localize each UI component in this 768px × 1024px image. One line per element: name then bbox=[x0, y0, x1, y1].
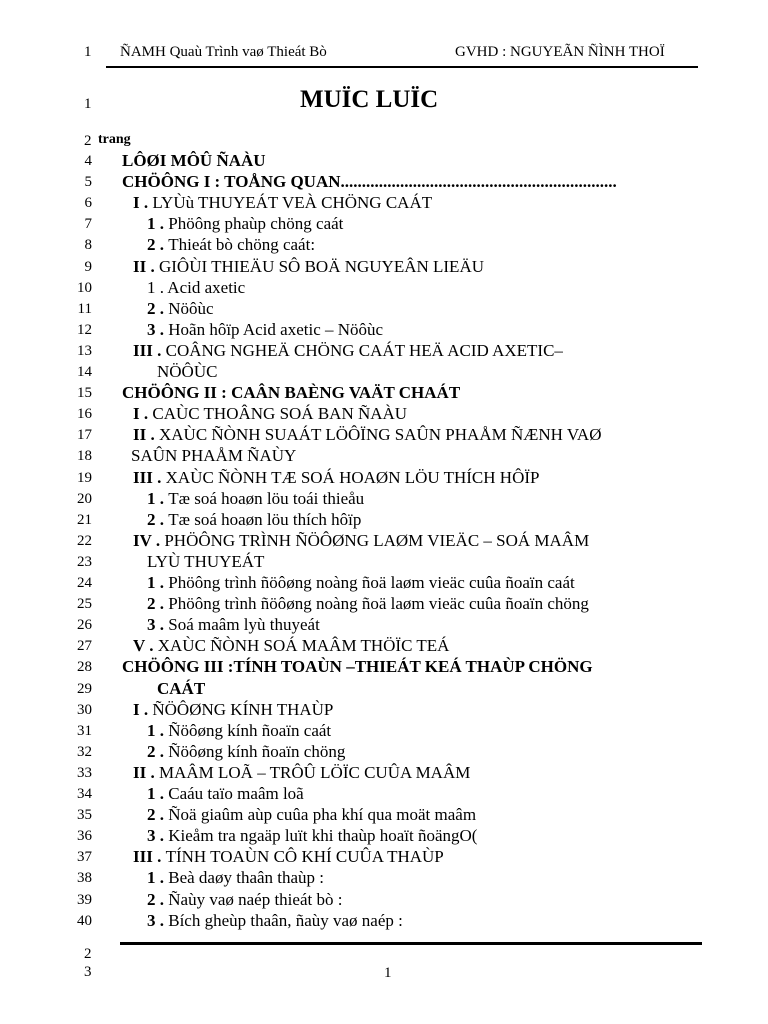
toc-entry[interactable] bbox=[147, 594, 589, 614]
toc-entry-label: Caáu taïo maâm loã bbox=[168, 784, 304, 803]
toc-entry-label: Tæ soá hoaøn löu thích hôïp bbox=[168, 510, 362, 529]
toc-entry[interactable] bbox=[147, 489, 364, 509]
toc-entry[interactable] bbox=[147, 552, 264, 572]
toc-entry-prefix: I . bbox=[133, 404, 153, 423]
toc-line-number: 31 bbox=[77, 723, 92, 739]
toc-line-number: 27 bbox=[77, 638, 92, 654]
toc-entry-label: 1 . Acid axetic bbox=[147, 278, 246, 297]
toc-line-number: 15 bbox=[77, 385, 92, 401]
page-number: 1 bbox=[384, 965, 392, 981]
toc-entry[interactable] bbox=[133, 193, 432, 213]
toc-line-number: 40 bbox=[77, 913, 92, 929]
toc-entry-prefix: 2 . bbox=[147, 890, 169, 909]
toc-entry[interactable] bbox=[147, 826, 477, 846]
toc-entry-label: Ñöôøng kính ñoaïn caát bbox=[168, 721, 332, 740]
toc-entry[interactable] bbox=[147, 299, 214, 319]
toc-entry-label: CAÙC THOÂNG SOÁ BAN ÑAÀU bbox=[152, 404, 408, 423]
toc-entry-label: Kieåm tra ngaäp luït khi thaùp hoaït ñoängO( bbox=[168, 826, 478, 845]
header-course-title: ÑAMH Quaù Trình vaø Thieát Bò bbox=[120, 44, 327, 60]
toc-entry[interactable] bbox=[133, 636, 449, 656]
toc-entry-prefix: 1 . bbox=[147, 573, 169, 592]
title-line-number: 1 bbox=[84, 96, 92, 112]
toc-entry[interactable] bbox=[133, 531, 589, 551]
toc-line-number: 22 bbox=[77, 533, 92, 549]
toc-entry-label: GIÔÙI THIEÄU SÔ BOÄ NGUYEÂN LIEÄU bbox=[158, 257, 484, 276]
toc-line-number: 14 bbox=[77, 364, 92, 380]
toc-entry-prefix: 1 . bbox=[147, 214, 169, 233]
toc-entry-prefix: I . bbox=[133, 700, 153, 719]
toc-entry-prefix: 2 . bbox=[147, 594, 169, 613]
toc-entry[interactable] bbox=[147, 320, 383, 340]
header-rule bbox=[106, 66, 698, 68]
toc-entry[interactable] bbox=[122, 383, 460, 403]
toc-entry-prefix: III . bbox=[133, 468, 166, 487]
toc-line-number: 12 bbox=[77, 322, 92, 338]
toc-entry[interactable] bbox=[133, 468, 539, 488]
toc-entry[interactable] bbox=[147, 868, 324, 888]
toc-entry-prefix: 2 . bbox=[147, 299, 169, 318]
toc-entry-label: PHÖÔNG TRÌNH ÑÖÔØNG LAØM VIEÄC – SOÁ MAÂM bbox=[164, 531, 590, 550]
toc-entry[interactable] bbox=[147, 890, 342, 910]
toc-entry[interactable] bbox=[122, 172, 617, 192]
toc-line-number: 5 bbox=[84, 174, 92, 190]
toc-line-number: 16 bbox=[77, 406, 92, 422]
toc-line-number: 13 bbox=[77, 343, 92, 359]
toc-line-number: 30 bbox=[77, 702, 92, 718]
toc-entry-prefix: 2 . bbox=[147, 235, 169, 254]
toc-entry-label: CHÖÔNG II : CAÂN BAÈNG VAÄT CHAÁT bbox=[122, 383, 461, 402]
toc-entry-label: XAÙC ÑÒNH TÆ SOÁ HOAØN LÖU THÍCH HÔÏP bbox=[165, 468, 540, 487]
toc-entry-label: Thieát bò chöng caát: bbox=[168, 235, 316, 254]
toc-line-number: 28 bbox=[77, 659, 92, 675]
toc-entry[interactable] bbox=[133, 847, 444, 867]
toc-entry-label: COÂNG NGHEÄ CHÖNG CAÁT HEÄ ACID AXETIC– bbox=[165, 341, 563, 360]
toc-line-number: 20 bbox=[77, 491, 92, 507]
toc-entry[interactable] bbox=[133, 700, 333, 720]
toc-line-number: 19 bbox=[77, 470, 92, 486]
toc-entry-prefix: V . bbox=[133, 636, 158, 655]
toc-entry-label: Phöông trình ñöôøng noàng ñoä laøm vieäc cuûa ñoaïn caát bbox=[168, 573, 575, 592]
toc-entry-label: XAÙC ÑÒNH SUAÁT LÖÔÏNG SAÛN PHAÅM ÑÆNH VAØ bbox=[158, 425, 602, 444]
toc-entry-label: MAÂM LOÃ – TRÔÛ LÖÏC CUÛA MAÂM bbox=[158, 763, 471, 782]
toc-entry-label: Ñöôøng kính ñoaïn chöng bbox=[168, 742, 346, 761]
toc-entry-label: SAÛN PHAÅM ÑAÙY bbox=[131, 446, 297, 465]
toc-entry[interactable] bbox=[147, 805, 476, 825]
toc-line-number: 38 bbox=[77, 870, 92, 886]
toc-entry-label: ÑÖÔØNG KÍNH THAÙP bbox=[152, 700, 334, 719]
toc-entry-prefix: II . bbox=[133, 425, 159, 444]
trang-label: trang bbox=[98, 132, 131, 147]
toc-entry-label: Soá maâm lyù thuyeát bbox=[168, 615, 320, 634]
toc-entry-prefix: 3 . bbox=[147, 615, 169, 634]
toc-entry[interactable] bbox=[133, 404, 407, 424]
toc-line-number: 36 bbox=[77, 828, 92, 844]
toc-line-number: 37 bbox=[77, 849, 92, 865]
toc-line-number: 26 bbox=[77, 617, 92, 633]
toc-entry[interactable] bbox=[122, 151, 266, 171]
header-line-number: 1 bbox=[84, 44, 92, 60]
toc-line-number: 25 bbox=[77, 596, 92, 612]
toc-entry[interactable] bbox=[131, 446, 296, 466]
toc-entry-label: LYÙù THUYEÁT VEÀ CHÖNG CAÁT bbox=[152, 193, 433, 212]
toc-line-number: 32 bbox=[77, 744, 92, 760]
toc-line-number: 35 bbox=[77, 807, 92, 823]
toc-line-number: 8 bbox=[84, 237, 92, 253]
toc-entry-label: Beà daøy thaân thaùp : bbox=[168, 868, 325, 887]
toc-entry[interactable] bbox=[147, 742, 345, 762]
toc-entry-prefix: III . bbox=[133, 847, 166, 866]
toc-line-number: 34 bbox=[77, 786, 92, 802]
toc-line-number: 7 bbox=[84, 216, 92, 232]
toc-entry[interactable] bbox=[147, 784, 304, 804]
toc-line-number: 21 bbox=[77, 512, 92, 528]
toc-entry[interactable] bbox=[133, 341, 563, 361]
toc-line-number: 17 bbox=[77, 427, 92, 443]
toc-entry[interactable] bbox=[147, 573, 575, 593]
toc-entry-prefix: I . bbox=[133, 193, 153, 212]
toc-entry-label: Nöôùc bbox=[168, 299, 214, 318]
footer-line-number-b: 3 bbox=[84, 964, 92, 980]
page-title: MUÏC LUÏC bbox=[300, 86, 439, 113]
toc-line-number: 10 bbox=[77, 280, 92, 296]
toc-line-number: 4 bbox=[84, 153, 92, 169]
toc-line-number: 24 bbox=[77, 575, 92, 591]
toc-entry-label: LYÙ THUYEÁT bbox=[147, 552, 265, 571]
toc-entry-prefix: II . bbox=[133, 763, 159, 782]
toc-entry-label: Hoãn hôïp Acid axetic – Nöôùc bbox=[168, 320, 384, 339]
toc-entry-prefix: 2 . bbox=[147, 510, 169, 529]
toc-entry-prefix: 3 . bbox=[147, 911, 169, 930]
toc-line-number: 9 bbox=[84, 259, 92, 275]
toc-line-number: 33 bbox=[77, 765, 92, 781]
toc-line-number: 18 bbox=[77, 448, 92, 464]
toc-entry[interactable] bbox=[147, 510, 361, 530]
toc-entry[interactable] bbox=[147, 235, 315, 255]
toc-entry[interactable] bbox=[147, 721, 331, 741]
toc-entry-label: CHÖÔNG I : TOÅNG QUAN................................................................. bbox=[122, 172, 617, 191]
toc-entry-prefix: II . bbox=[133, 257, 159, 276]
toc-entry-prefix: 3 . bbox=[147, 320, 169, 339]
footer-rule bbox=[120, 942, 702, 945]
toc-entry[interactable] bbox=[157, 679, 205, 699]
toc-entry-prefix: 1 . bbox=[147, 489, 169, 508]
toc-entry-prefix: 2 . bbox=[147, 742, 169, 761]
toc-entry-prefix: 2 . bbox=[147, 805, 169, 824]
toc-entry[interactable] bbox=[122, 657, 593, 677]
header-instructor: GVHD : NGUYEÃN ÑÌNH THOÏ bbox=[455, 44, 665, 60]
toc-entry[interactable] bbox=[147, 911, 403, 931]
toc-entry-prefix: III . bbox=[133, 341, 166, 360]
toc-entry-label: LÔØI MÔÛ ÑAÀU bbox=[122, 151, 266, 170]
toc-entry[interactable] bbox=[133, 763, 470, 783]
toc-entry-label: Ñoä giaûm aùp cuûa pha khí qua moät maâm bbox=[168, 805, 477, 824]
toc-entry[interactable] bbox=[147, 278, 245, 298]
toc-entry-label: NÖÔÙC bbox=[157, 362, 218, 381]
toc-line-number: 23 bbox=[77, 554, 92, 570]
toc-entry-label: Bích gheùp thaân, ñaùy vaø naép : bbox=[168, 911, 403, 930]
toc-entry-label: Phöông trình ñöôøng noàng ñoä laøm vieäc cuûa ñoaïn chöng bbox=[168, 594, 589, 613]
toc-entry[interactable] bbox=[133, 257, 484, 277]
toc-entry-prefix: IV . bbox=[133, 531, 165, 550]
toc-line-number: 29 bbox=[77, 681, 92, 697]
toc-entry-label: TÍNH TOAÙN CÔ KHÍ CUÛA THAÙP bbox=[165, 847, 444, 866]
toc-entry-label: CAÁT bbox=[157, 679, 206, 698]
trang-line-number: 2 bbox=[84, 133, 92, 149]
toc-entry-label: Tæ soá hoaøn löu toái thieåu bbox=[168, 489, 365, 508]
toc-entry[interactable] bbox=[133, 425, 602, 445]
toc-entry-label: Phöông phaùp chöng caát bbox=[168, 214, 344, 233]
toc-entry-prefix: 1 . bbox=[147, 721, 169, 740]
toc-entry-prefix: 1 . bbox=[147, 868, 169, 887]
toc-entry-label: Ñaùy vaø naép thieát bò : bbox=[168, 890, 343, 909]
toc-entry-label: CHÖÔNG III :TÍNH TOAÙN –THIEÁT KEÁ THAÙP CHÖNG bbox=[122, 657, 593, 676]
toc-line-number: 39 bbox=[77, 892, 92, 908]
toc-entry-prefix: 3 . bbox=[147, 826, 169, 845]
toc-entry[interactable] bbox=[157, 362, 217, 382]
toc-entry-prefix: 1 . bbox=[147, 784, 169, 803]
toc-line-number: 11 bbox=[77, 301, 92, 317]
toc-entry[interactable] bbox=[147, 214, 343, 234]
footer-line-number-a: 2 bbox=[84, 946, 92, 962]
toc-entry-label: XAÙC ÑÒNH SOÁ MAÂM THÖÏC TEÁ bbox=[157, 636, 450, 655]
toc-entry[interactable] bbox=[147, 615, 320, 635]
toc-line-number: 6 bbox=[84, 195, 92, 211]
